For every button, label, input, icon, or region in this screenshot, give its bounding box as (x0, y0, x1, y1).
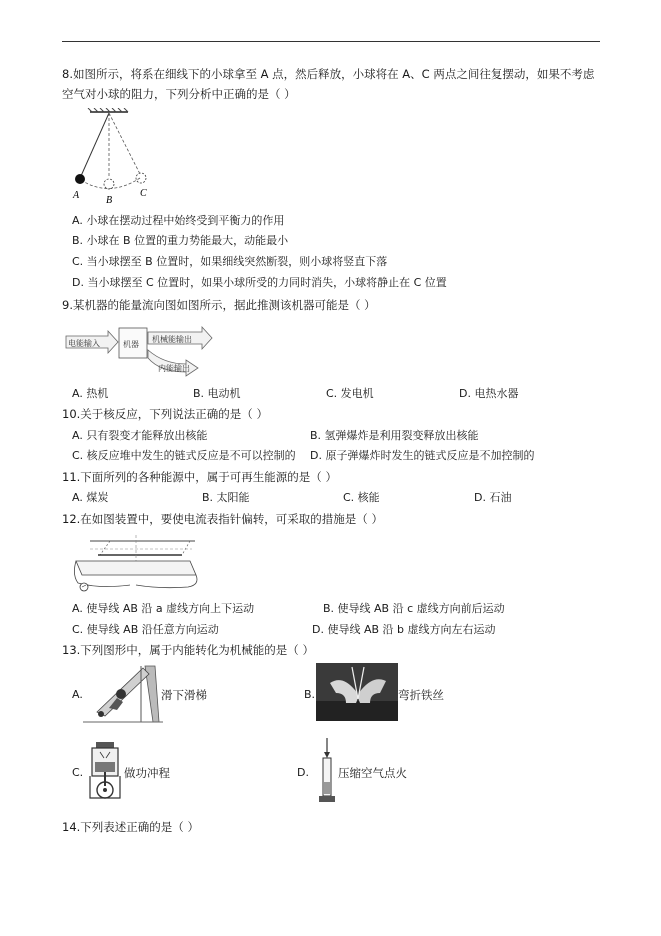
q8-stem-line2: 空气对小球的阻力，下列分析中正确的是（ ） (62, 87, 296, 101)
label-a: A (73, 190, 80, 201)
energy-flow-figure (64, 320, 216, 378)
q12-option-b: B. 使导线 AB 沿 c 虚线方向前后运动 (323, 602, 505, 615)
q10-option-b: B. 氢弹爆炸是利用裂变释放出核能 (310, 429, 479, 442)
q11-option-a: A. 煤炭 (72, 491, 109, 504)
q9-option-c: C. 发电机 (326, 387, 374, 400)
q10-option-c: C. 核反应堆中发生的链式反应是不可以控制的 (72, 449, 296, 462)
magnet-conductor-figure (70, 531, 200, 593)
q8-option-b: B. 小球在 B 位置的重力势能最大，动能最小 (72, 234, 289, 247)
label-machine: 机器 (123, 340, 139, 349)
slide-image (83, 664, 163, 724)
q8-option-d: D. 当小球摆至 C 位置时，如果小球所受的力同时消失，小球将静止在 C 位置 (72, 276, 447, 289)
q9-option-a: A. 热机 (72, 387, 109, 400)
pendulum-figure (68, 108, 168, 208)
q9-stem: 9.某机器的能量流向图如图所示，据此推测该机器可能是（ ） (62, 298, 376, 312)
q12-stem: 12.在如图装置中，要使电流表指针偏转，可采取的措施是（ ） (62, 512, 383, 526)
q8-option-a: A. 小球在摆动过程中始终受到平衡力的作用 (72, 214, 285, 227)
q11-option-d: D. 石油 (474, 491, 512, 504)
q11-stem: 11.下面所列的各种能源中，属于可再生能源的是（ ） (62, 470, 337, 484)
q13-option-c-caption: 做功冲程 (124, 766, 170, 780)
q14-stem: 14.下列表述正确的是（ ） (62, 820, 199, 834)
q10-option-d: D. 原子弹爆炸时发生的链式反应是不加控制的 (310, 449, 535, 462)
q9-option-b: B. 电动机 (193, 387, 241, 400)
q10-option-a: A. 只有裂变才能释放出核能 (72, 429, 208, 442)
q13-option-b-caption: 弯折铁丝 (398, 688, 444, 702)
q13-option-a-caption: 滑下滑梯 (161, 688, 207, 702)
label-out1: 机械能输出 (152, 335, 192, 344)
bending-wire-image (316, 663, 398, 721)
q13-option-d-letter: D. (297, 766, 309, 779)
compressed-air-image (314, 738, 340, 808)
q12-option-d: D. 使导线 AB 沿 b 虚线方向左右运动 (312, 623, 496, 636)
q11-option-b: B. 太阳能 (202, 491, 250, 504)
label-input: 电能输入 (68, 339, 100, 348)
label-c: C (140, 188, 147, 199)
q11-option-c: C. 核能 (343, 491, 380, 504)
q12-option-a: A. 使导线 AB 沿 a 虚线方向上下运动 (72, 602, 255, 615)
q13-option-a-letter: A. (72, 688, 83, 701)
q13-stem: 13.下列图形中，属于内能转化为机械能的是（ ） (62, 643, 314, 657)
q13-option-c-letter: C. (72, 766, 84, 779)
q9-option-d: D. 电热水器 (459, 387, 519, 400)
header-rule (62, 41, 600, 42)
q13-option-d-caption: 压缩空气点火 (338, 766, 407, 780)
q8-option-c: C. 当小球摆至 B 位置时，如果细线突然断裂，则小球将竖直下落 (72, 255, 388, 268)
label-out2: 内能输出 (158, 364, 190, 373)
q10-stem: 10.关于核反应，下列说法正确的是（ ） (62, 407, 268, 421)
label-b: B (106, 195, 113, 206)
engine-stroke-image (84, 738, 126, 802)
q8-stem-line1: 8.如图所示，将系在细线下的小球拿至 A 点，然后释放，小球将在 A、C 两点之间往复摆动，如果不考虑 (62, 67, 595, 81)
q13-option-b-letter: B. (304, 688, 316, 701)
q12-option-c: C. 使导线 AB 沿任意方向运动 (72, 623, 219, 636)
